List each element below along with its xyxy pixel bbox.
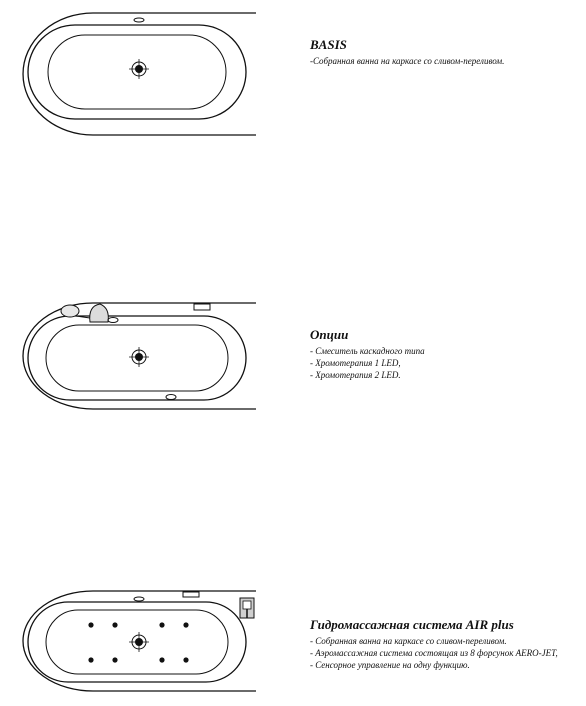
top-overflow-icon	[134, 18, 144, 22]
options-line-1: - Смеситель каскадного типа	[310, 346, 425, 356]
led-light-icon	[166, 395, 176, 400]
air-plus-title: Гидромассажная система AIR plus	[310, 617, 514, 632]
basis-title: BASIS	[310, 37, 347, 52]
air-plus-line-2: - Аэромассажная система состоящая из 8 форсунок AERO-JET,	[310, 648, 558, 658]
drain-icon	[129, 59, 149, 79]
options-description	[310, 327, 580, 381]
tub-outer-rim	[23, 13, 256, 135]
options-line-2: - Хромотерапия 1 LED,	[310, 358, 401, 368]
control-panel-icon	[183, 592, 199, 597]
aero-jet-icon	[183, 657, 188, 662]
aero-jet-icon	[112, 657, 117, 662]
drain-icon	[129, 347, 149, 367]
bathtub-air-plus-drawing	[18, 588, 268, 698]
control-panel-icon	[194, 304, 210, 310]
basis-line-1: -Собранная ванна на каркасе со сливом-переливом.	[310, 56, 505, 66]
air-plus-description	[310, 617, 580, 671]
options-title: Опции	[310, 327, 349, 342]
air-pump-icon	[240, 598, 254, 618]
aero-jet-icon	[159, 622, 164, 627]
options-line-3: - Хромотерапия 2 LED.	[310, 370, 401, 380]
drain-icon	[129, 632, 149, 652]
air-plus-line-1: - Собранная ванна на каркасе со сливом-переливом.	[310, 636, 507, 646]
aero-jet-icon	[112, 622, 117, 627]
air-plus-line-3: - Сенсорное управление на одну функцию.	[310, 660, 470, 670]
basis-description	[310, 37, 580, 67]
aero-jet-icon	[159, 657, 164, 662]
bathtub-options-drawing	[18, 298, 268, 418]
aero-jet-icon	[88, 657, 93, 662]
overflow-icon	[134, 597, 144, 601]
overflow-icon	[108, 318, 118, 323]
bathtub-basis-drawing	[18, 8, 268, 148]
aero-jet-icon	[183, 622, 188, 627]
cascade-mixer-icon	[61, 304, 108, 322]
aero-jet-icon	[88, 622, 93, 627]
